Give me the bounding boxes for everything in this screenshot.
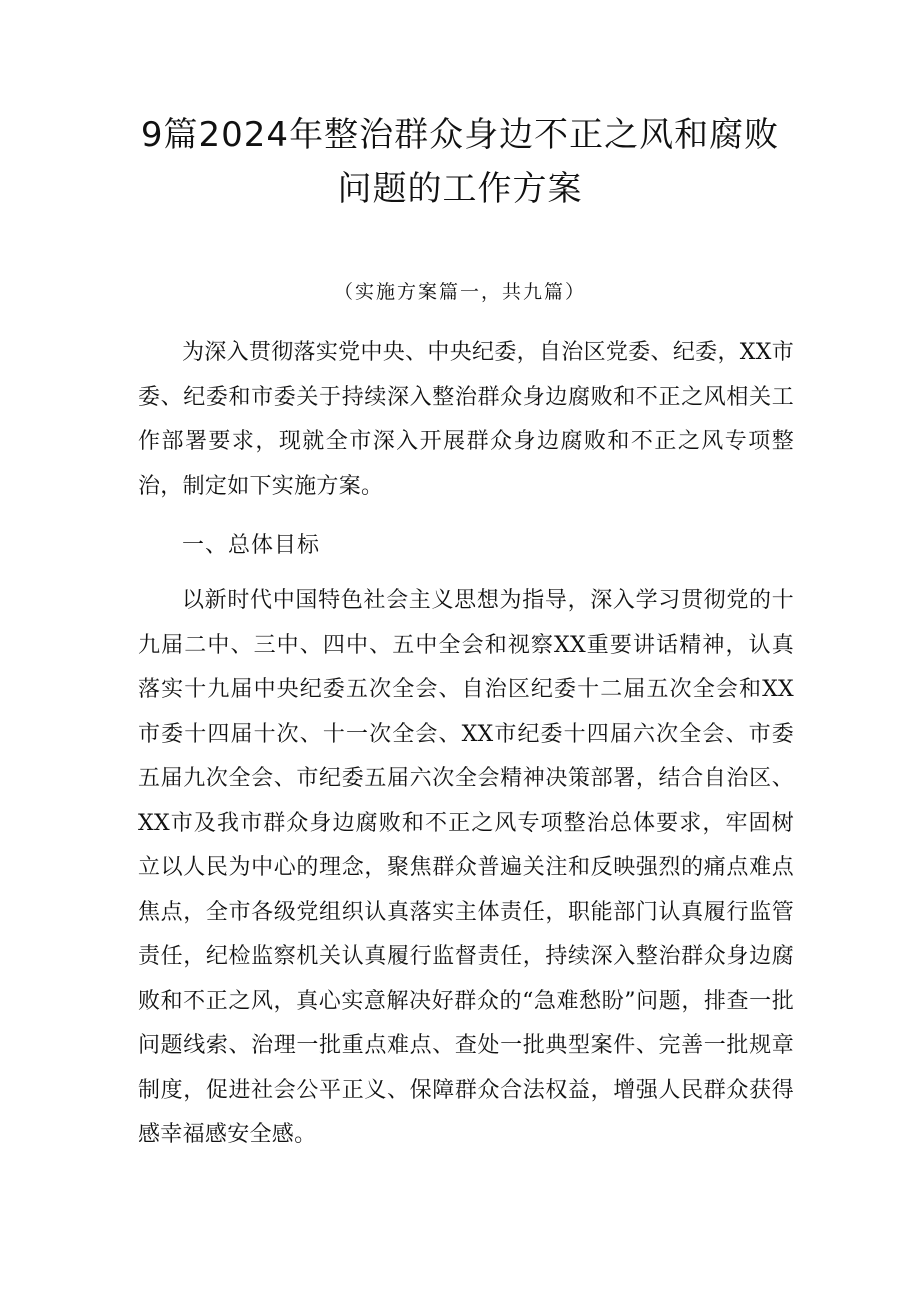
section-heading-overall-goal: 一、总体目标 xyxy=(182,533,321,558)
document-title xyxy=(140,108,780,216)
document-subtitle: （实施方案篇一，共九篇） xyxy=(333,281,586,303)
title-line-1: 9篇2024年整治群众身边不正之风和腐败 xyxy=(140,115,780,155)
intro-paragraph: 为深入贯彻落实党中央、中央纪委，自治区党委、纪委，XX市委、纪委和市委关于持续深入整治群众身边腐败和不正之风相关工作部署要求，现就全市深入开展群众身边腐败和不正之风专项整治，制定如下实施方案。 xyxy=(138,340,794,499)
section-paragraph-overall-goal: 以新时代中国特色社会主义思想为指导，深入学习贯彻党的十九届二中、三中、四中、五中全会和视察XX重要讲话精神，认真落实十九届中央纪委五次全会、自治区纪委十二届五次全会和XX市委十四届十次、十一次全会、XX市纪委十四届六次全会、市委五届九次全会、市纪委五届六次全会精神决策部署，结合自治区、XX市及我市群众身边腐败和不正之风专项整治总体要求，牢固树立以人民为中心的理念，聚焦群众普遍关注和反映强烈的痛点难点焦点，全市各级党组织认真落实主体责任，职能部门认真履行监管责任，纪检监察机关认真履行监督责任，持续深入整治群众身边腐败和不正之风，真心实意解决好群众的“急难愁盼”问题，排查一批问题线索、治理一批重点难点、查处一批典型案件、完善一批规章制度，促进社会公平正义、保障群众合法权益，增强人民群众获得感幸福感安全感。 xyxy=(138,588,794,1147)
title-line-2: 问题的工作方案 xyxy=(337,169,583,209)
